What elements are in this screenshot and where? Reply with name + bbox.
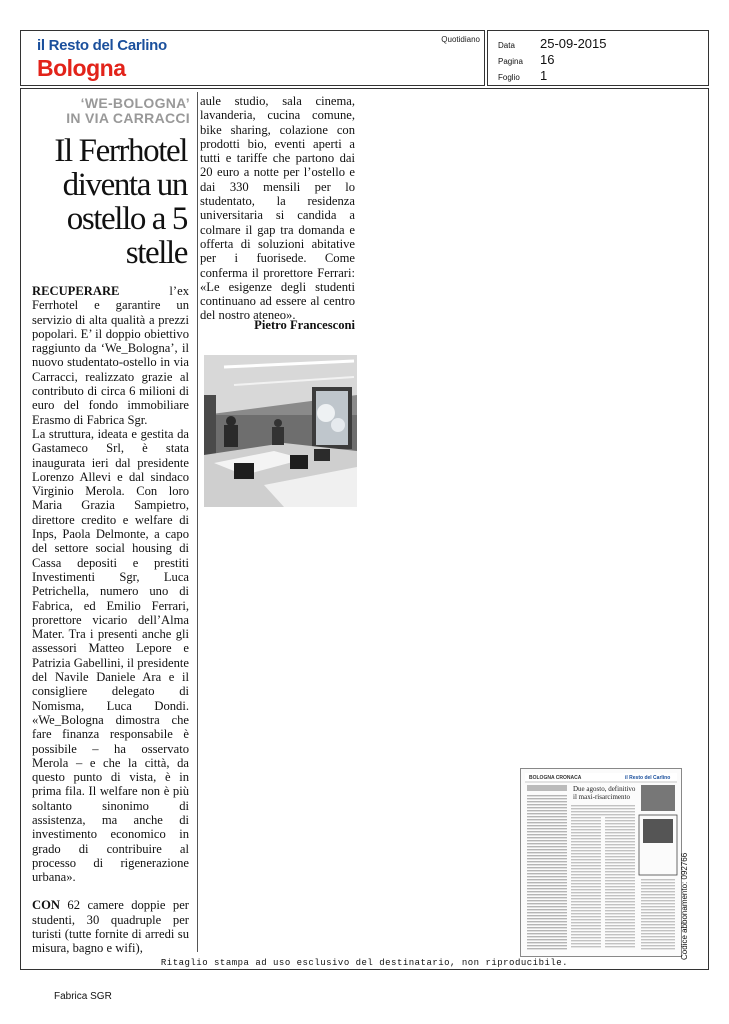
paragraph-lead: CON <box>32 898 60 913</box>
article-column-1 <box>32 284 189 956</box>
issue-info-box <box>487 30 709 86</box>
sheet-row <box>498 67 547 85</box>
paragraph-text: 62 camere doppie per studenti, 30 quadruple per turisti (tutte fornite di arredi su misura, bagno e wifi), <box>32 898 189 956</box>
thumbnail-logo: il Resto del Carlino <box>625 775 671 781</box>
paragraph-lead: RECUPERARE <box>32 284 120 298</box>
page-thumbnail <box>520 768 682 957</box>
masthead-box <box>20 30 485 86</box>
kicker-line: ‘WE-BOLOGNA’ <box>80 95 190 111</box>
page-label: Pagina <box>498 57 523 66</box>
publication-type: Quotidiano <box>441 35 480 44</box>
kicker-line: IN VIA CARRACCI <box>66 110 190 126</box>
column-divider <box>197 92 198 952</box>
reproduction-notice: Ritaglio stampa ad uso esclusivo del destinatario, non riproducibile. <box>160 958 569 968</box>
newspaper-edition: Bologna <box>37 55 126 81</box>
paragraph-text: l’ex Ferrhotel e garantire un servizio di alta qualità a prezzi popolari. E’ il doppio obiettivo raggiunto da ‘We_Bologna’, il nuovo studentato-ostello in via Carracci, realizzato grazie al contributo di circa 6 milioni di euro del fondo immobiliare Erasmo di Fabrica Sgr. <box>32 284 189 427</box>
page-thumbnail-drawing <box>521 769 681 956</box>
study-room-photo <box>204 355 357 507</box>
article-column-2: aule studio, sala cinema, lavanderia, cucina comune, bike sharing, colazione con prodotti bio, eventi aperti a tutti e tariffe che partono dai 20 euro a notte per l’ostello e dai 330 mensili per lo studentato, la residenza universitaria si candida a colmare il gap tra domanda e offerta di soluzioni abitative per i fuorisede. Come conferma il prorettore Ferrari: «Le esigenze degli studenti continuano ad essere al centro del nostro ateneo». <box>200 94 355 323</box>
paragraph <box>32 898 189 955</box>
page-value: 16 <box>540 52 555 67</box>
thumbnail-headline: Due agosto, definitivo <box>573 785 636 793</box>
sheet-value: 1 <box>540 68 548 83</box>
newspaper-logo: il Resto del Carlino <box>37 37 167 54</box>
article-kicker <box>30 96 190 126</box>
paragraph: La struttura, ideata e gestita da Gastameco Srl, è stata inaugurata ieri dal presidente Lorenzo Allevi e dal sindaco Virginio Merola. Con loro Maria Grazia Sampietro, direttore credito e welfare di Inps, Paola Delmonte, a capo del settore social housing di Cassa depositi e prestiti Investimenti Sgr, Luca Petrichella, numero uno di Fabrica, ed Emilio Ferrari, prorettore vicario dell’Alma Mater. Tra i presenti anche gli assessori Matteo Lepore e Patrizia Gabellini, il presidente del Navile Daniele Ara e il consigliere delegato di Nomisma, Luca Dondi. «We_Bologna dimostra che fare finanza responsabile è possibile – ha osservato Merola – e che la città, da questo punto di vista, è in prima fila. Il welfare non è più soltanto sinonimo di assistenza, ma anche di investimento economico in grado di contribuire al processo di rigenerazione urbana». <box>32 426 189 885</box>
thumbnail-section: BOLOGNA CRONACA <box>529 775 582 781</box>
sheet-label: Foglio <box>498 73 520 82</box>
date-label: Data <box>498 41 515 50</box>
thumbnail-headline: il maxi-risarcimento <box>573 793 630 801</box>
date-value: 25-09-2015 <box>540 36 607 51</box>
subscription-code: Codice abbonamento: 092766 <box>680 852 689 960</box>
paragraph <box>32 284 189 427</box>
article-headline: Il Ferrhotel diventa un ostello a 5 stelle <box>54 133 187 271</box>
clipping-source: Fabrica SGR <box>54 991 112 1002</box>
article-byline: Pietro Francesconi <box>254 318 355 332</box>
